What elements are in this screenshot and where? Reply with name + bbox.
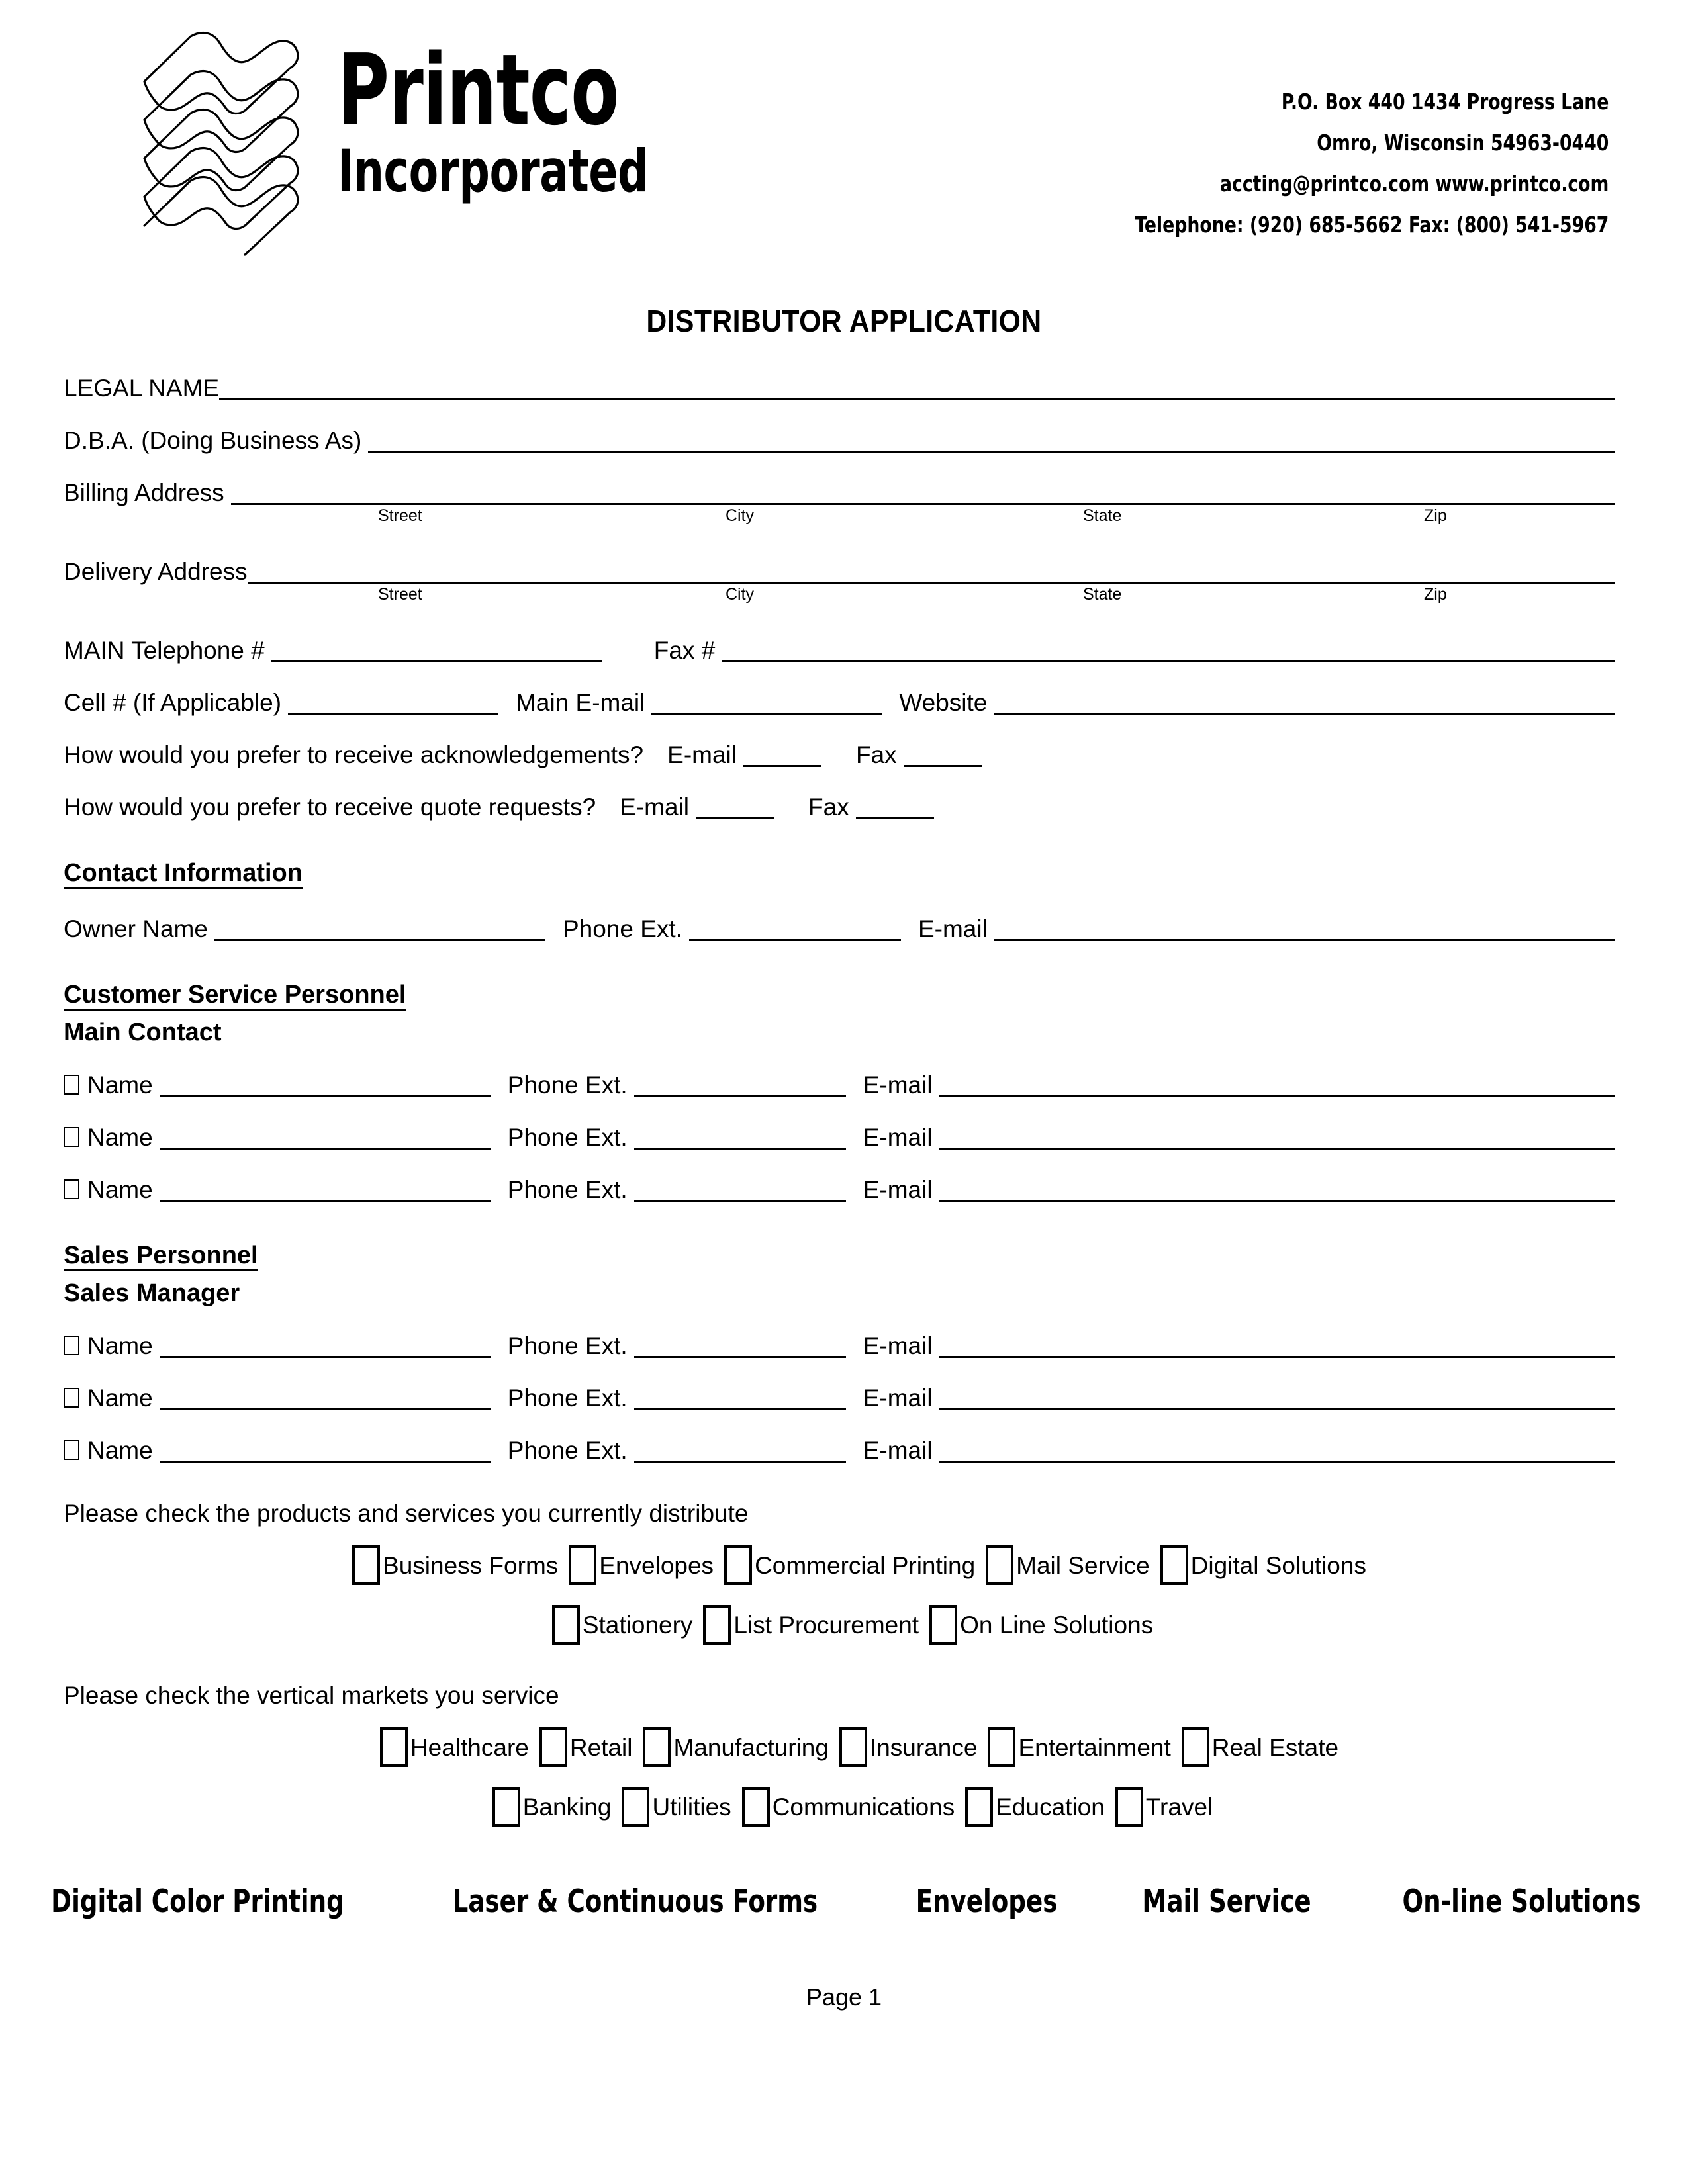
cs-name-input-1[interactable] <box>160 1073 491 1097</box>
contact-address-line: P.O. Box 440 1434 Progress Lane <box>1281 89 1609 114</box>
checkbox-mail-service[interactable] <box>986 1545 1013 1585</box>
sales-email-input-3[interactable] <box>939 1438 1615 1463</box>
sales-name-row-2 <box>64 1386 1615 1410</box>
service-mail-service: Mail Service <box>1142 1884 1311 1920</box>
cs-email-input-1[interactable] <box>939 1073 1615 1097</box>
market-option-banking[interactable] <box>492 1787 612 1827</box>
company-wordmark <box>338 30 716 206</box>
sales-name-row-3 <box>64 1438 1615 1463</box>
quote-fax-input[interactable] <box>856 795 934 819</box>
market-label-retail: Retail <box>569 1733 633 1761</box>
billing-city-sublabel: City <box>726 506 755 525</box>
billing-address-sublabels <box>64 508 1615 531</box>
checkbox-insurance[interactable] <box>839 1727 867 1767</box>
customer-service-personnel-heading: Customer Service Personnel <box>64 982 406 1011</box>
cs-phone-ext-input-1[interactable] <box>634 1073 846 1097</box>
sales-contact-checkbox-1[interactable] <box>64 1336 79 1355</box>
cs-email-label-3: E-mail <box>863 1176 933 1203</box>
billing-state-sublabel: State <box>1083 506 1122 525</box>
sales-name-input-1[interactable] <box>160 1334 491 1358</box>
owner-name-input[interactable] <box>214 917 545 941</box>
application-form <box>0 376 1688 1827</box>
owner-email-input[interactable] <box>994 917 1615 941</box>
delivery-state-sublabel: State <box>1083 585 1122 604</box>
sales-name-label-1: Name <box>87 1332 153 1359</box>
market-label-real-estate: Real Estate <box>1211 1733 1339 1761</box>
billing-street-sublabel: Street <box>378 506 422 525</box>
sales-manager-subheading: Sales Manager <box>64 1279 240 1307</box>
sales-name-input-2[interactable] <box>160 1386 491 1410</box>
delivery-address-input[interactable] <box>248 559 1615 584</box>
ack-email-label: E-mail <box>667 741 737 768</box>
markets-checkbox-row-2 <box>64 1787 1615 1827</box>
acknowledgements-question-label: How would you prefer to receive acknowledgements? <box>64 741 644 768</box>
products-prompt: Please check the products and services you currently distribute <box>64 1500 749 1527</box>
checkbox-manufacturing[interactable] <box>643 1727 671 1767</box>
checkbox-list-procurement[interactable] <box>703 1605 731 1645</box>
cs-phone-ext-label-2: Phone Ext. <box>507 1124 628 1151</box>
checkbox-banking[interactable] <box>492 1787 520 1827</box>
ack-fax-input[interactable] <box>904 743 982 767</box>
checkbox-travel[interactable] <box>1115 1787 1143 1827</box>
sales-contact-checkbox-3[interactable] <box>64 1440 79 1460</box>
billing-address-row <box>64 480 1615 505</box>
delivery-city-sublabel: City <box>726 585 755 604</box>
sales-email-label-1: E-mail <box>863 1332 933 1359</box>
sales-name-label-2: Name <box>87 1385 153 1412</box>
main-telephone-input[interactable] <box>271 638 602 662</box>
market-option-retail[interactable] <box>539 1727 633 1767</box>
market-label-travel: Travel <box>1145 1793 1213 1821</box>
sales-contact-checkbox-2[interactable] <box>64 1388 79 1408</box>
cs-name-label-2: Name <box>87 1124 153 1151</box>
billing-address-input[interactable] <box>231 480 1615 505</box>
company-name: Printco <box>338 33 619 147</box>
dba-row <box>64 428 1615 453</box>
product-option-business-forms[interactable] <box>352 1545 558 1585</box>
cs-phone-ext-input-2[interactable] <box>634 1125 846 1150</box>
market-label-entertainment: Entertainment <box>1018 1733 1171 1761</box>
acknowledgements-pref-row <box>64 743 1615 767</box>
delivery-address-sublabels <box>64 586 1615 610</box>
checkbox-envelopes[interactable] <box>569 1545 596 1585</box>
page-header <box>0 0 1688 265</box>
billing-address-label: Billing Address <box>64 479 224 506</box>
checkbox-commercial-printing[interactable] <box>724 1545 752 1585</box>
cs-contact-checkbox-3[interactable] <box>64 1179 79 1199</box>
cs-name-input-2[interactable] <box>160 1125 491 1150</box>
delivery-street-sublabel: Street <box>378 585 422 604</box>
owner-email-label: E-mail <box>917 915 988 942</box>
checkbox-retail[interactable] <box>539 1727 567 1767</box>
product-option-digital-solutions[interactable] <box>1160 1545 1366 1585</box>
company-suffix: Incorporated <box>338 137 649 206</box>
page-number: Page 1 <box>806 1983 882 2011</box>
quote-fax-label: Fax <box>808 794 849 821</box>
cs-email-input-3[interactable] <box>939 1177 1615 1202</box>
quote-question-label: How would you prefer to receive quote requests? <box>64 794 596 821</box>
contact-city-state-zip: Omro, Wisconsin 54963-0440 <box>1316 130 1609 156</box>
delivery-address-row <box>64 559 1615 584</box>
quote-email-input[interactable] <box>696 795 774 819</box>
website-label: Website <box>899 689 988 716</box>
sales-name-row-1 <box>64 1334 1615 1358</box>
market-option-travel[interactable] <box>1115 1787 1213 1827</box>
billing-zip-sublabel: Zip <box>1424 506 1447 525</box>
main-email-input[interactable] <box>651 690 882 715</box>
sales-name-input-3[interactable] <box>160 1438 491 1463</box>
cs-name-input-3[interactable] <box>160 1177 491 1202</box>
delivery-address-label: Delivery Address <box>64 558 248 585</box>
market-option-insurance[interactable] <box>839 1727 978 1767</box>
market-option-communications[interactable] <box>742 1787 955 1827</box>
page-title: DISTRIBUTOR APPLICATION <box>646 304 1042 338</box>
market-option-real-estate[interactable] <box>1182 1727 1338 1767</box>
cs-contact-checkbox-1[interactable] <box>64 1075 79 1095</box>
legal-name-label: LEGAL NAME <box>64 375 220 402</box>
market-label-communications: Communications <box>772 1793 955 1821</box>
service-on-line-solutions: On-line Solutions <box>1402 1884 1641 1920</box>
ack-fax-label: Fax <box>855 741 897 768</box>
sales-phone-ext-input-1[interactable] <box>634 1334 846 1358</box>
ack-email-input[interactable] <box>743 743 821 767</box>
market-option-education[interactable] <box>965 1787 1105 1827</box>
contact-information-heading: Contact Information <box>64 860 303 889</box>
cs-email-label-1: E-mail <box>863 1071 933 1099</box>
market-label-healthcare: Healthcare <box>410 1733 529 1761</box>
sales-name-label-3: Name <box>87 1437 153 1464</box>
product-option-stationery[interactable] <box>552 1605 693 1645</box>
cs-name-row-3 <box>64 1177 1615 1202</box>
main-contact-subheading: Main Contact <box>64 1019 222 1046</box>
company-branding <box>139 30 716 259</box>
product-option-mail-service[interactable] <box>986 1545 1150 1585</box>
checkbox-on-line-solutions[interactable] <box>929 1605 957 1645</box>
cs-phone-ext-label-1: Phone Ext. <box>507 1071 628 1099</box>
market-label-insurance: Insurance <box>869 1733 978 1761</box>
cell-input[interactable] <box>288 690 498 715</box>
product-label-list-procurement: List Procurement <box>733 1611 919 1639</box>
checkbox-communications[interactable] <box>742 1787 770 1827</box>
cs-phone-ext-label-3: Phone Ext. <box>507 1176 628 1203</box>
checkbox-digital-solutions[interactable] <box>1160 1545 1188 1585</box>
owner-phone-ext-input[interactable] <box>689 917 901 941</box>
product-label-on-line-solutions: On Line Solutions <box>960 1611 1154 1639</box>
market-label-education: Education <box>996 1793 1105 1821</box>
sales-phone-ext-input-2[interactable] <box>634 1386 846 1410</box>
website-input[interactable] <box>994 690 1615 715</box>
market-option-utilities[interactable] <box>622 1787 731 1827</box>
product-option-commercial-printing[interactable] <box>724 1545 975 1585</box>
main-telephone-label: MAIN Telephone # <box>64 637 265 664</box>
services-footer-banner <box>0 1884 1688 1920</box>
cs-name-row-2 <box>64 1125 1615 1150</box>
product-label-digital-solutions: Digital Solutions <box>1190 1551 1366 1579</box>
sales-phone-ext-label-1: Phone Ext. <box>507 1332 628 1359</box>
owner-row <box>64 917 1615 941</box>
dba-input[interactable] <box>368 428 1615 453</box>
markets-checkbox-row-1 <box>64 1727 1615 1767</box>
contact-email-website: accting@printco.com www.printco.com <box>1219 171 1609 197</box>
sales-email-input-2[interactable] <box>939 1386 1615 1410</box>
owner-name-label: Owner Name <box>64 915 208 942</box>
product-option-on-line-solutions[interactable] <box>929 1605 1153 1645</box>
product-label-mail-service: Mail Service <box>1016 1551 1150 1579</box>
products-checkbox-row-2 <box>64 1605 1615 1645</box>
legal-name-row <box>64 376 1615 400</box>
dba-label: D.B.A. (Doing Business As) <box>64 427 362 454</box>
contact-phone-fax: Telephone: (920) 685-5662 Fax: (800) 541-5967 <box>1135 212 1609 238</box>
checkbox-business-forms[interactable] <box>352 1545 380 1585</box>
cs-phone-ext-input-3[interactable] <box>634 1177 846 1202</box>
product-option-envelopes[interactable] <box>569 1545 714 1585</box>
sales-email-input-1[interactable] <box>939 1334 1615 1358</box>
checkbox-stationery[interactable] <box>552 1605 580 1645</box>
checkbox-utilities[interactable] <box>622 1787 649 1827</box>
stacked-wavy-paper-logo-icon <box>139 27 318 259</box>
markets-prompt: Please check the vertical markets you service <box>64 1682 559 1709</box>
market-label-banking: Banking <box>522 1793 612 1821</box>
cs-contact-checkbox-2[interactable] <box>64 1127 79 1147</box>
product-label-business-forms: Business Forms <box>383 1551 559 1579</box>
company-contact-info <box>1082 30 1609 236</box>
sales-phone-ext-label-2: Phone Ext. <box>507 1385 628 1412</box>
sales-phone-ext-label-3: Phone Ext. <box>507 1437 628 1464</box>
cs-email-label-2: E-mail <box>863 1124 933 1151</box>
service-laser-continuous-forms: Laser & Continuous Forms <box>452 1884 818 1920</box>
fax-input[interactable] <box>722 638 1615 662</box>
market-label-manufacturing: Manufacturing <box>673 1733 829 1761</box>
cell-email-website-row <box>64 690 1615 715</box>
checkbox-real-estate[interactable] <box>1182 1727 1209 1767</box>
market-option-healthcare[interactable] <box>380 1727 529 1767</box>
product-label-stationery: Stationery <box>582 1611 693 1639</box>
cs-name-row-1 <box>64 1073 1615 1097</box>
market-label-utilities: Utilities <box>652 1793 731 1821</box>
legal-name-input[interactable] <box>219 376 1615 400</box>
sales-email-label-3: E-mail <box>863 1437 933 1464</box>
cs-email-input-2[interactable] <box>939 1125 1615 1150</box>
main-email-label: Main E-mail <box>516 689 645 716</box>
sales-email-label-2: E-mail <box>863 1385 933 1412</box>
checkbox-healthcare[interactable] <box>380 1727 408 1767</box>
products-checkbox-row-1 <box>64 1545 1615 1585</box>
service-envelopes: Envelopes <box>915 1884 1058 1920</box>
delivery-zip-sublabel: Zip <box>1424 585 1447 604</box>
product-label-commercial-printing: Commercial Printing <box>755 1551 976 1579</box>
fax-label: Fax # <box>653 637 716 664</box>
market-option-entertainment[interactable] <box>988 1727 1170 1767</box>
product-label-envelopes: Envelopes <box>599 1551 714 1579</box>
cs-name-label-3: Name <box>87 1176 153 1203</box>
sales-phone-ext-input-3[interactable] <box>634 1438 846 1463</box>
product-option-list-procurement[interactable] <box>703 1605 919 1645</box>
checkbox-entertainment[interactable] <box>988 1727 1015 1767</box>
cs-name-label-1: Name <box>87 1071 153 1099</box>
cell-label: Cell # (If Applicable) <box>64 689 282 716</box>
owner-phone-ext-label: Phone Ext. <box>562 915 682 942</box>
quote-email-label: E-mail <box>620 794 690 821</box>
market-option-manufacturing[interactable] <box>643 1727 828 1767</box>
quote-requests-pref-row <box>64 795 1615 819</box>
main-telephone-row <box>64 638 1615 662</box>
service-digital-color-printing: Digital Color Printing <box>51 1884 344 1920</box>
sales-personnel-heading: Sales Personnel <box>64 1243 258 1271</box>
checkbox-education[interactable] <box>965 1787 993 1827</box>
